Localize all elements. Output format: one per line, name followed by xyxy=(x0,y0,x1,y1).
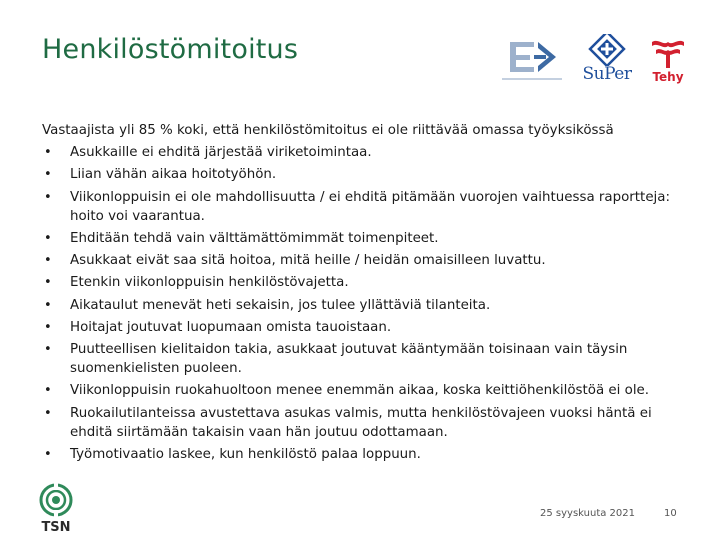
super-logo-text: SuPer xyxy=(582,64,632,84)
slide-content xyxy=(42,121,682,467)
tsn-logo xyxy=(34,482,78,536)
bullet-icon: • xyxy=(44,231,52,247)
footer-date: 25 syyskuuta 2021 xyxy=(540,508,635,519)
bullet-icon: • xyxy=(44,275,52,291)
slide-title: Henkilöstömitoitus xyxy=(42,34,299,65)
tehy-logo-text: Tehy xyxy=(652,70,684,84)
tsn-logo-text: TSN xyxy=(41,520,71,535)
list-item xyxy=(42,251,682,270)
list-item-text: Aikataulut menevät heti sekaisin, jos tulee yllättäviä tilanteita. xyxy=(70,297,491,313)
list-item xyxy=(42,381,682,400)
tehy-emblem-icon xyxy=(648,36,688,70)
list-item-text: Ruokailutilanteissa avustettava asukas valmis, mutta henkilöstövajeen vuoksi häntä ei ehditä siirtämään takaisin vaan hän joutuu odottamaan. xyxy=(70,405,652,440)
bullet-icon: • xyxy=(44,447,52,463)
bullet-icon: • xyxy=(44,167,52,183)
page-number: 10 xyxy=(664,508,677,519)
tehy-logo xyxy=(648,36,688,86)
list-item-text: Ehditään tehdä vain välttämättömimmät toimenpiteet. xyxy=(70,231,439,247)
list-item xyxy=(42,340,682,378)
list-item-text: Työmotivaatio laskee, kun henkilöstö palaa loppuun. xyxy=(70,447,421,463)
list-item xyxy=(42,445,682,464)
list-item-text: Asukkaille ei ehditä järjestää viriketoimintaa. xyxy=(70,145,372,161)
tsn-emblem-icon xyxy=(34,482,78,520)
super-emblem-icon xyxy=(580,34,634,66)
list-item xyxy=(42,318,682,337)
super-logo xyxy=(580,34,634,86)
list-item xyxy=(42,296,682,315)
bullet-icon: • xyxy=(44,189,52,205)
e-logo-graphic xyxy=(494,36,570,86)
list-item-text: Hoitajat joutuvat luopumaan omista tauoistaan. xyxy=(70,319,392,335)
list-item-text: Etenkin viikonloppuisin henkilöstövajetta. xyxy=(70,275,349,291)
bullet-icon: • xyxy=(44,342,52,358)
bullet-icon: • xyxy=(44,405,52,421)
list-item-text: Liian vähän aikaa hoitotyöhön. xyxy=(70,167,277,183)
bullet-icon: • xyxy=(44,297,52,313)
list-item xyxy=(42,404,682,442)
list-item-text: Viikonloppuisin ruokahuoltoon menee enemmän aikaa, koska keittiöhenkilöstöä ei ole. xyxy=(70,383,650,399)
list-item-text: Viikonloppuisin ei ole mahdollisuutta / ei ehditä pitämään vuorojen vaihtuessa raportteja: hoito voi vaarantua. xyxy=(70,189,670,224)
list-item xyxy=(42,165,682,184)
bullet-icon: • xyxy=(44,383,52,399)
list-item-text: Puutteellisen kielitaidon takia, asukkaat joutuvat kääntymään toisinaan vain täysin suomenkielisten puoleen. xyxy=(70,342,628,377)
list-item-text: Asukkaat eivät saa sitä hoitoa, mitä heille / heidän omaisilleen luvattu. xyxy=(70,253,546,269)
lead-text: Vastaajista yli 85 % koki, että henkilöstömitoitus ei ole riittävää omassa työyksikössä xyxy=(42,123,614,138)
list-item xyxy=(42,188,682,226)
list-item xyxy=(42,273,682,292)
e-logo xyxy=(494,36,570,86)
bullet-list xyxy=(42,143,682,464)
bullet-icon: • xyxy=(44,319,52,335)
list-item xyxy=(42,229,682,248)
bullet-icon: • xyxy=(44,253,52,269)
list-item xyxy=(42,143,682,162)
bullet-icon: • xyxy=(44,145,52,161)
